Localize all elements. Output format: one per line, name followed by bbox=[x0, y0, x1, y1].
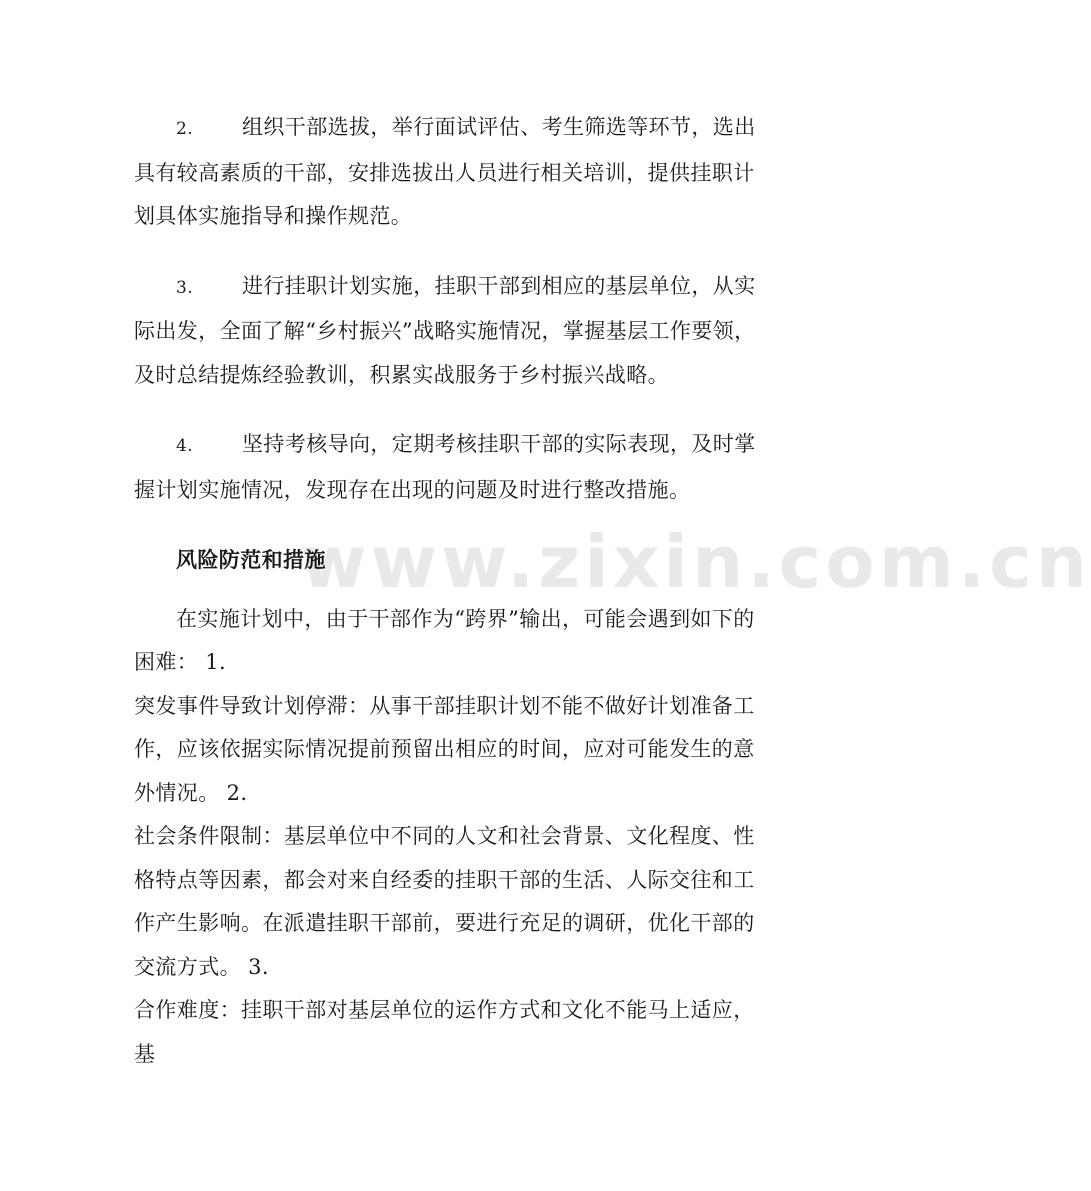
section-heading: 风险防范和措施 bbox=[176, 547, 326, 572]
paragraph-text: 坚持考核导向，定期考核挂职干部的实际表现，及时掌握计划实施情况，发现存在出现的问题及时进行整改措施。 bbox=[134, 432, 756, 502]
risk-paragraph-3: 合作难度：挂职干部对基层单位的运作方式和文化不能马上适应，基 bbox=[134, 998, 755, 1066]
item-number: 2. bbox=[176, 119, 194, 139]
item-number: 4. bbox=[176, 436, 194, 456]
numbered-paragraph-3 bbox=[134, 265, 774, 398]
paragraph-text: 进行挂职计划实施，挂职干部到相应的基层单位，从实际出发，全面了解“乡村振兴”战略实施情况，掌握基层工作要领，及时总结提炼经验教训，积累实战服务于乡村振兴战略。 bbox=[134, 273, 756, 387]
intro-paragraph: 在实施计划中，由于干部作为“跨界”输出，可能会遇到如下的困难： 1. bbox=[134, 606, 755, 674]
risk-paragraph-1: 突发事件导致计划停滞：从事干部挂职计划不能不做好计划准备工作，应该依据实际情况提前预留出相应的时间，应对可能发生的意外情况。 2. bbox=[134, 693, 755, 805]
document-body bbox=[134, 106, 774, 1076]
watermark: www.zixin.com.cn bbox=[300, 520, 1091, 604]
paragraph-text: 组织干部选拔，举行面试评估、考生筛选等环节，选出具有较高素质的干部，安排选拔出人员进行相关培训，提供挂职计划具体实施指导和操作规范。 bbox=[134, 115, 756, 228]
item-number: 3. bbox=[176, 277, 194, 298]
numbered-paragraph-4 bbox=[134, 423, 774, 512]
numbered-paragraph-2 bbox=[134, 106, 774, 239]
risk-paragraph-2: 社会条件限制：基层单位中不同的人文和社会背景、文化程度、性格特点等因素，都会对来自经委的挂职干部的生活、人际交往和工作产生影响。在派遣挂职干部前，要进行充足的调研，优化干部的交流方式。 3. bbox=[134, 824, 755, 979]
